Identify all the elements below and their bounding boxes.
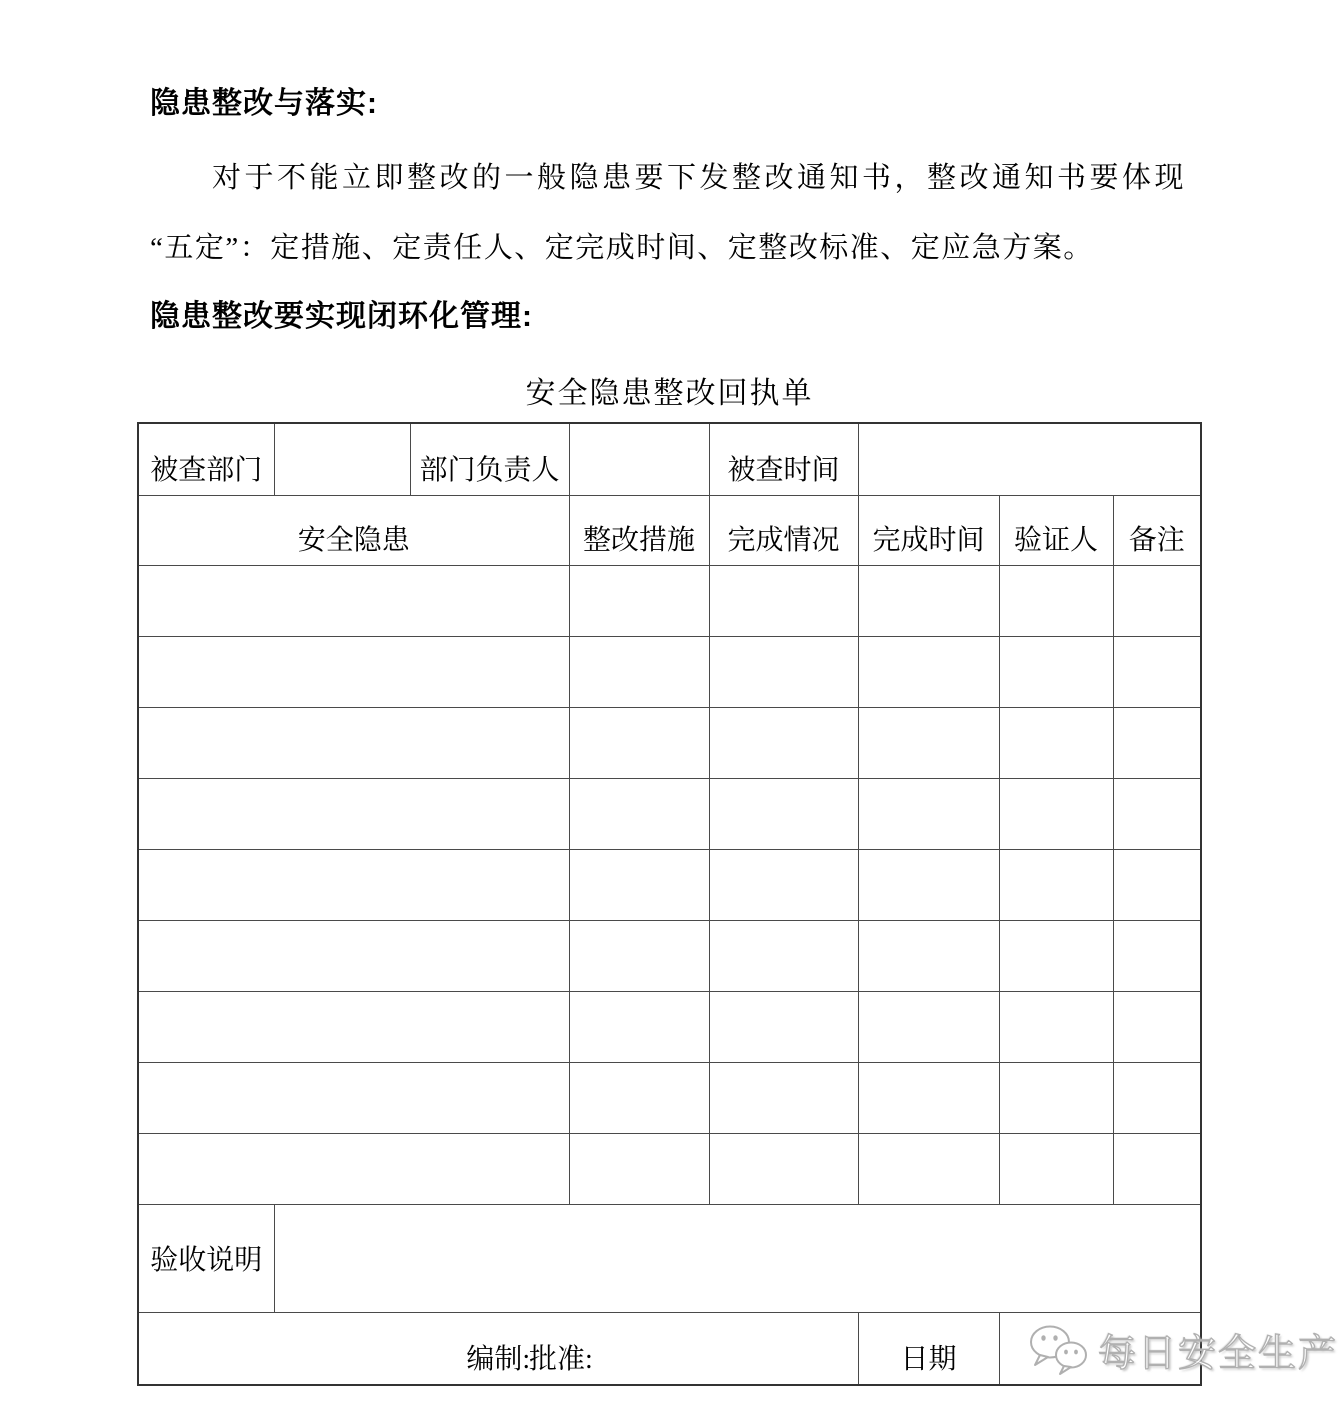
col-header-remarks: 备注 [1113,495,1201,565]
col-header-rectification-measures: 整改措施 [569,495,709,565]
footer-row [138,1312,1201,1385]
empty-table-cell [1113,707,1201,778]
table-title: 安全隐患整改回执单 [525,377,814,410]
paragraph-line1: 对于不能立即整改的一般隐患要下发整改通知书，整改通知书要体现 [212,162,1188,194]
inspected-time-label: 被查时间 [709,423,858,495]
empty-table-row [138,920,1201,991]
empty-table-cell [569,1062,709,1133]
empty-table-cell [858,1133,999,1204]
empty-table-cell [858,1062,999,1133]
empty-table-cell [569,636,709,707]
empty-table-cell [569,991,709,1062]
empty-table-cell [999,1133,1113,1204]
empty-table-cell [1113,849,1201,920]
empty-table-cell [1113,636,1201,707]
empty-table-cell [999,1062,1113,1133]
empty-table-cell [138,991,569,1062]
inspected-time-value-cell [858,423,1201,495]
empty-table-cell [138,636,569,707]
empty-table-cell [858,920,999,991]
heading-closed-loop-management: 隐患整改要实现闭环化管理: [150,300,533,333]
empty-table-cell [138,849,569,920]
empty-table-cell [709,636,858,707]
empty-table-cell [999,849,1113,920]
inspected-dept-value-cell [274,423,410,495]
empty-table-cell [999,565,1113,636]
empty-table-cell [858,991,999,1062]
empty-table-cell [1113,1133,1201,1204]
col-header-safety-hazard: 安全隐患 [138,495,569,565]
empty-table-row [138,636,1201,707]
footer-date-value-cell [999,1312,1201,1385]
empty-table-cell [1113,1062,1201,1133]
empty-table-cell [858,707,999,778]
empty-table-cell [138,1062,569,1133]
empty-table-cell [999,991,1113,1062]
empty-table-cell [569,1133,709,1204]
empty-table-row [138,778,1201,849]
empty-table-cell [138,565,569,636]
acceptance-value-cell [274,1204,1201,1312]
empty-table-cell [1113,991,1201,1062]
acceptance-label: 验收说明 [138,1204,274,1312]
date-label: 日期 [858,1312,999,1385]
empty-table-cell [709,565,858,636]
info-row [138,423,1201,495]
empty-table-row [138,707,1201,778]
empty-table-cell [138,1133,569,1204]
empty-table-cell [569,920,709,991]
empty-table-cell [1113,565,1201,636]
empty-body-rows [138,565,1201,1204]
empty-table-cell [709,991,858,1062]
empty-table-cell [569,778,709,849]
acceptance-row [138,1204,1201,1312]
empty-table-cell [569,565,709,636]
col-header-completion-time: 完成时间 [858,495,999,565]
empty-table-cell [999,636,1113,707]
empty-table-row [138,1062,1201,1133]
empty-table-cell [569,707,709,778]
empty-table-cell [709,1133,858,1204]
empty-table-cell [709,778,858,849]
empty-table-row [138,991,1201,1062]
column-header-row [138,495,1201,565]
empty-table-cell [999,778,1113,849]
empty-table-cell [858,565,999,636]
empty-table-cell [138,778,569,849]
heading-rectification-implementation: 隐患整改与落实: [150,87,378,120]
empty-table-row [138,565,1201,636]
empty-table-cell [858,778,999,849]
inspected-dept-label: 被查部门 [138,423,274,495]
empty-table-cell [138,707,569,778]
prepared-by-label: 编制: [466,1344,531,1375]
empty-table-cell [999,920,1113,991]
empty-table-cell [138,920,569,991]
empty-table-cell [858,636,999,707]
watermark-text: 每日安全生产 [1098,1333,1339,1375]
empty-table-cell [709,920,858,991]
dept-manager-value-cell [569,423,709,495]
approved-by-label: 批准: [529,1344,593,1375]
empty-table-cell [1113,778,1201,849]
empty-table-cell [1113,920,1201,991]
rectification-receipt-table [137,422,1202,1386]
col-header-verifier: 验证人 [999,495,1113,565]
empty-table-row [138,1133,1201,1204]
empty-table-cell [709,707,858,778]
dept-manager-label: 部门负责人 [410,423,569,495]
paragraph-line2: “五定”：定措施、定责任人、定完成时间、定整改标准、定应急方案。 [150,232,1094,264]
empty-table-cell [709,1062,858,1133]
empty-table-cell [569,849,709,920]
empty-table-row [138,849,1201,920]
empty-table-cell [709,849,858,920]
empty-table-cell [999,707,1113,778]
empty-table-cell [858,849,999,920]
col-header-completion-status: 完成情况 [709,495,858,565]
footer-signatures-cell [138,1312,858,1385]
